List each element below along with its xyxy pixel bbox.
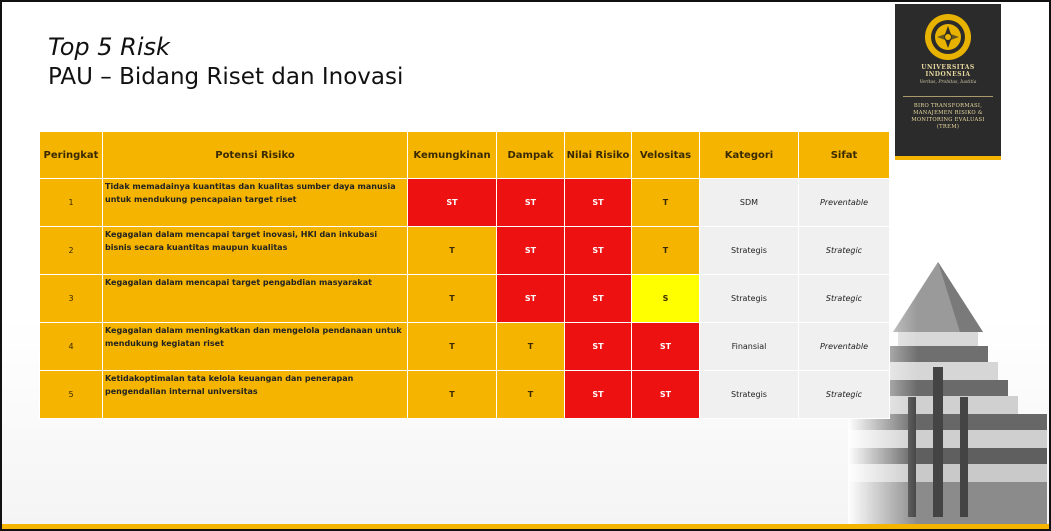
risk-value-cell: ST [565,371,631,418]
table-row [40,179,889,226]
risk-table [39,131,890,419]
category-cell: Finansial [700,323,798,370]
risk-value-cell: ST [565,275,631,322]
likelihood-cell: T [408,323,496,370]
velocity-cell: T [632,227,699,274]
nature-cell: Preventable [799,179,889,226]
header-likelihood: Kemungkinan [408,132,496,178]
table-row [40,323,889,370]
nature-cell: Strategic [799,227,889,274]
risk-description: Kegagalan dalam mencapai target inovasi, HKI dan inkubasi bisnis secara kuantitas maupun kualitas [103,227,407,274]
risk-description: Tidak memadainya kuantitas dan kualitas sumber daya manusia untuk mendukung pencapaian target riset [103,179,407,226]
header-nature: Sifat [799,132,889,178]
impact-cell: T [497,323,564,370]
nature-cell: Preventable [799,323,889,370]
header-risk-value: Nilai Risiko [565,132,631,178]
header-velocity: Velositas [632,132,699,178]
impact-cell: ST [497,179,564,226]
risk-description: Kegagalan dalam mencapai target pengabdian masyarakat [103,275,407,322]
velocity-cell: S [632,275,699,322]
impact-cell: ST [497,227,564,274]
impact-cell: ST [497,275,564,322]
university-motto: Veritas, Probitas, Iustitia [919,80,977,85]
logo-divider [903,96,993,97]
risk-description: Kegagalan dalam meningkatkan dan mengelola pendanaan untuk mendukung kegiatan riset [103,323,407,370]
slide-title: Top 5 Risk [48,33,170,61]
university-logo-panel [895,4,1001,160]
rank-cell: 5 [40,371,102,418]
table-row [40,371,889,418]
likelihood-cell: ST [408,179,496,226]
likelihood-cell: T [408,275,496,322]
unit-name: BIRO TRANSFORMASI, MANAJEMEN RISIKO & MONITORING EVALUASI (TREM) [911,103,985,130]
risk-value-cell: ST [565,179,631,226]
velocity-cell: ST [632,323,699,370]
rank-cell: 2 [40,227,102,274]
table-row [40,227,889,274]
header-rank: Peringkat [40,132,102,178]
category-cell: Strategis [700,275,798,322]
makara-logo-icon [923,12,973,62]
header-impact: Dampak [497,132,564,178]
category-cell: Strategis [700,227,798,274]
likelihood-cell: T [408,227,496,274]
category-cell: Strategis [700,371,798,418]
nature-cell: Strategic [799,371,889,418]
header-category: Kategori [700,132,798,178]
table-header-row [40,132,889,178]
category-cell: SDM [700,179,798,226]
rank-cell: 1 [40,179,102,226]
bottom-accent-bar [2,524,1049,529]
risk-value-cell: ST [565,323,631,370]
impact-cell: T [497,371,564,418]
likelihood-cell: T [408,371,496,418]
risk-description: Ketidakoptimalan tata kelola keuangan dan penerapan pengendalian internal universitas [103,371,407,418]
velocity-cell: T [632,179,699,226]
header-risk: Potensi Risiko [103,132,407,178]
rank-cell: 4 [40,323,102,370]
slide-subtitle: PAU – Bidang Riset dan Inovasi [48,64,404,90]
nature-cell: Strategic [799,275,889,322]
risk-value-cell: ST [565,227,631,274]
velocity-cell: ST [632,371,699,418]
rank-cell: 3 [40,275,102,322]
table-row [40,275,889,322]
university-name: UNIVERSITAS INDONESIA [921,64,975,78]
